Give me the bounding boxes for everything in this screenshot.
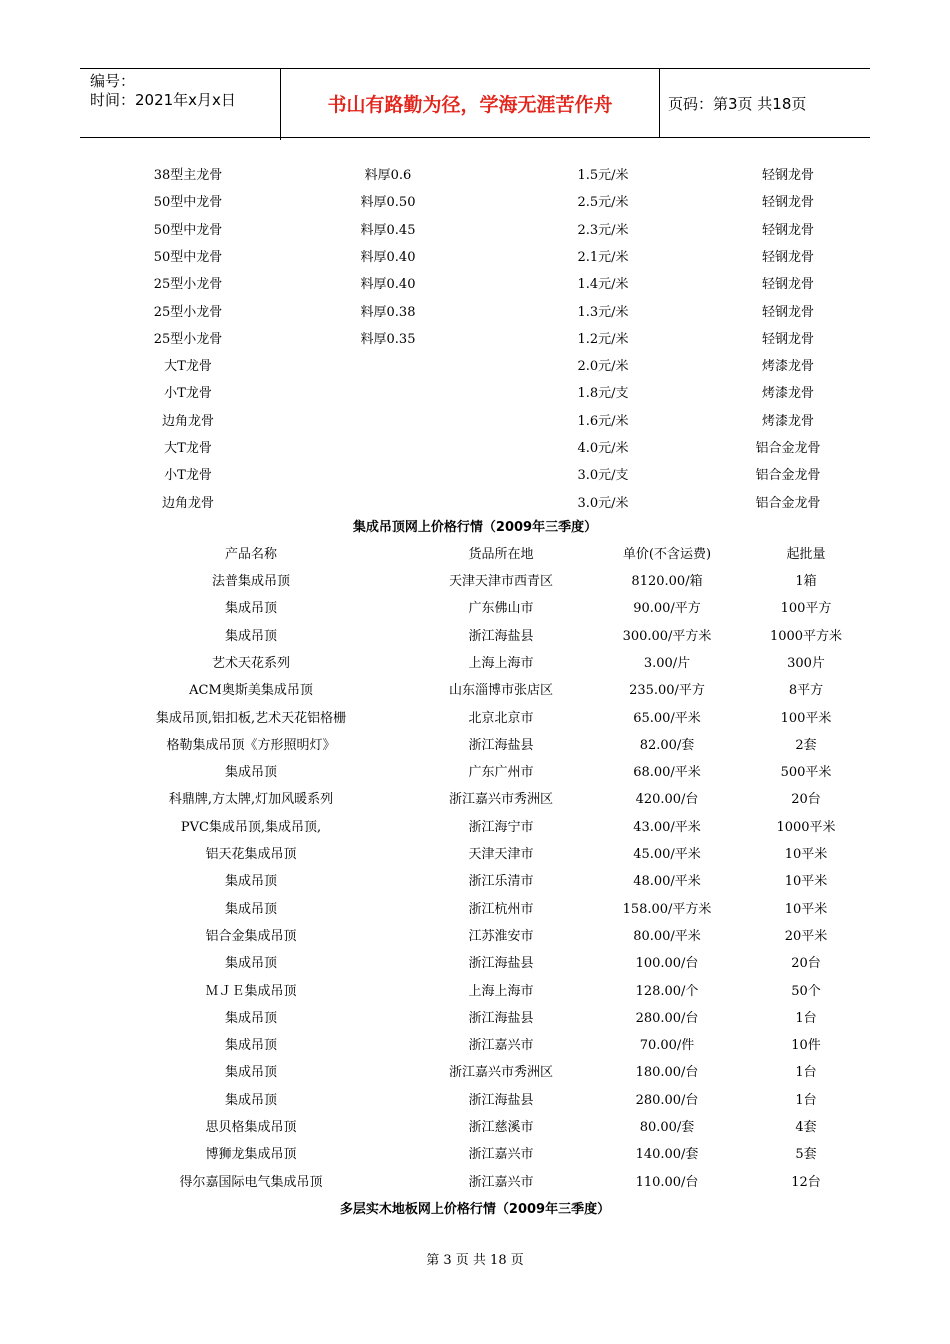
ceiling-section-title: 集成吊顶网上价格行情（2009年三季度） bbox=[352, 520, 598, 535]
column-header: 产品名称 bbox=[224, 547, 278, 562]
table-cell: 集成吊顶 bbox=[224, 1092, 278, 1108]
table-cell: 4套 bbox=[795, 1120, 817, 1135]
table-cell: 轻钢龙骨 bbox=[761, 168, 815, 183]
table-cell: 1000平方米 bbox=[769, 628, 843, 644]
table-header-row bbox=[0, 543, 950, 563]
table-row bbox=[0, 246, 950, 266]
table-cell: 浙江海盐县 bbox=[468, 628, 534, 644]
table-cell: 1.8元/支 bbox=[577, 386, 629, 402]
table-cell: 集成吊顶 bbox=[224, 1065, 278, 1081]
table-cell: 铝合金龙骨 bbox=[755, 468, 821, 484]
table-cell: 280.00/台 bbox=[635, 1010, 699, 1026]
table-cell: 80.00/平米 bbox=[633, 928, 701, 944]
table-row bbox=[0, 870, 950, 890]
table-cell: 边角龙骨 bbox=[161, 413, 215, 429]
table-cell: 1.4元/米 bbox=[577, 277, 629, 293]
table-row bbox=[0, 1007, 950, 1027]
table-cell: 1.2元/米 bbox=[577, 331, 629, 347]
table-cell: 5套 bbox=[795, 1147, 817, 1163]
table-cell: 料厚0.38 bbox=[360, 304, 416, 320]
table-cell: ＭＪＥ集成吊顶 bbox=[205, 983, 297, 999]
table-cell: 集成吊顶 bbox=[224, 628, 278, 644]
table-row bbox=[0, 382, 950, 402]
table-cell: 2.1元/米 bbox=[577, 249, 629, 265]
table-cell: 浙江嘉兴市 bbox=[468, 1174, 534, 1190]
table-cell: 50型中龙骨 bbox=[153, 249, 223, 265]
floor-section-title: 多层实木地板网上价格行情（2009年三季度） bbox=[339, 1202, 611, 1217]
table-cell: 1000平米 bbox=[776, 819, 836, 835]
table-cell: 1台 bbox=[795, 1010, 817, 1026]
table-cell: 1箱 bbox=[795, 574, 817, 589]
table-cell: 浙江海盐县 bbox=[468, 1010, 534, 1026]
table-cell: 轻钢龙骨 bbox=[761, 331, 815, 347]
table-cell: 25型小龙骨 bbox=[153, 331, 223, 347]
table-cell: 铝合金集成吊顶 bbox=[205, 928, 297, 944]
table-cell: 轻钢龙骨 bbox=[761, 304, 815, 320]
table-cell: 料厚0.35 bbox=[360, 331, 416, 347]
table-cell: 10平米 bbox=[784, 901, 828, 917]
table-row bbox=[0, 328, 950, 348]
table-cell: 1台 bbox=[795, 1065, 817, 1081]
table-cell: 140.00/套 bbox=[635, 1147, 699, 1163]
table-row bbox=[0, 410, 950, 430]
table-cell: 集成吊顶,铝扣板,艺术天花铝格栅 bbox=[155, 710, 347, 726]
table-cell: 法普集成吊顶 bbox=[211, 574, 291, 589]
table-cell: 料厚0.6 bbox=[364, 168, 412, 183]
table-cell: PVC集成吊顶,集成吊顶, bbox=[180, 819, 322, 835]
table-row bbox=[0, 219, 950, 239]
table-cell: 82.00/套 bbox=[639, 737, 695, 753]
table-cell: 48.00/平米 bbox=[633, 874, 701, 890]
table-row bbox=[0, 707, 950, 727]
table-cell: 65.00/平米 bbox=[633, 710, 701, 726]
table-cell: 20台 bbox=[791, 956, 821, 972]
table-cell: 大T龙骨 bbox=[164, 359, 212, 375]
table-cell: 25型小龙骨 bbox=[153, 277, 223, 293]
table-row bbox=[0, 1034, 950, 1054]
table-row bbox=[0, 734, 950, 754]
table-cell: 广东佛山市 bbox=[468, 601, 534, 617]
table-cell: 铝合金龙骨 bbox=[755, 441, 821, 456]
table-row bbox=[0, 1061, 950, 1081]
table-cell: 128.00/个 bbox=[635, 983, 699, 999]
table-row bbox=[0, 492, 950, 512]
table-row bbox=[0, 816, 950, 836]
table-cell: 68.00/平米 bbox=[633, 765, 701, 781]
table-cell: 235.00/平方 bbox=[629, 683, 705, 699]
document-time-label: 时间：2021年x月x日 bbox=[90, 91, 236, 109]
table-cell: 1台 bbox=[795, 1092, 817, 1108]
table-cell: 2套 bbox=[795, 737, 817, 753]
table-row bbox=[0, 1116, 950, 1136]
table-cell: ACM奥斯美集成吊顶 bbox=[189, 683, 313, 699]
table-cell: 43.00/平米 bbox=[633, 819, 701, 835]
table-cell: 浙江海宁市 bbox=[468, 819, 534, 835]
header-page-label: 页码：第3页 共18页 bbox=[668, 94, 807, 113]
table-cell: 江苏淮安市 bbox=[468, 928, 534, 944]
table-cell: 烤漆龙骨 bbox=[761, 359, 815, 375]
table-cell: 158.00/平方米 bbox=[622, 901, 712, 917]
table-cell: 浙江嘉兴市秀洲区 bbox=[448, 792, 554, 808]
table-cell: 艺术天花系列 bbox=[211, 655, 291, 671]
table-cell: 浙江嘉兴市 bbox=[468, 1038, 534, 1054]
table-cell: 浙江海盐县 bbox=[468, 737, 534, 753]
table-cell: 料厚0.40 bbox=[360, 249, 416, 265]
table-row bbox=[0, 843, 950, 863]
table-cell: 20平米 bbox=[784, 928, 828, 944]
table-cell: 科鼎牌,方太牌,灯加风暖系列 bbox=[168, 792, 334, 808]
table-cell: 50型中龙骨 bbox=[153, 222, 223, 238]
table-cell: 300.00/平方米 bbox=[622, 628, 712, 644]
table-cell: 格勒集成吊顶《方形照明灯》 bbox=[166, 737, 336, 753]
table-cell: 浙江慈溪市 bbox=[468, 1120, 534, 1135]
table-row bbox=[0, 925, 950, 945]
table-cell: 天津天津市 bbox=[468, 847, 534, 862]
table-cell: 小T龙骨 bbox=[164, 386, 212, 402]
table-cell: 轻钢龙骨 bbox=[761, 249, 815, 265]
table-cell: 集成吊顶 bbox=[224, 765, 278, 781]
table-cell: 铝天花集成吊顶 bbox=[205, 847, 297, 862]
table-cell: 烤漆龙骨 bbox=[761, 386, 815, 402]
table-row bbox=[0, 980, 950, 1000]
table-cell: 12台 bbox=[791, 1174, 821, 1190]
table-cell: 70.00/件 bbox=[639, 1038, 695, 1054]
table-cell: 100平米 bbox=[780, 710, 832, 726]
table-row bbox=[0, 191, 950, 211]
table-row bbox=[0, 301, 950, 321]
table-row bbox=[0, 652, 950, 672]
table-cell: 烤漆龙骨 bbox=[761, 413, 815, 429]
table-cell: 4.0元/米 bbox=[577, 441, 629, 456]
table-cell: 轻钢龙骨 bbox=[761, 222, 815, 238]
column-header: 起批量 bbox=[786, 547, 826, 562]
table-row bbox=[0, 570, 950, 590]
table-cell: 集成吊顶 bbox=[224, 1010, 278, 1026]
table-cell: 料厚0.45 bbox=[360, 222, 416, 238]
table-cell: 集成吊顶 bbox=[224, 1038, 278, 1054]
table-cell: 料厚0.40 bbox=[360, 277, 416, 293]
table-cell: 天津天津市西青区 bbox=[448, 574, 554, 589]
table-cell: 边角龙骨 bbox=[161, 495, 215, 511]
table-cell: 铝合金龙骨 bbox=[755, 495, 821, 511]
table-cell: 2.3元/米 bbox=[577, 222, 629, 238]
table-cell: 10件 bbox=[791, 1038, 821, 1054]
table-cell: 20台 bbox=[791, 792, 821, 808]
table-cell: 50型中龙骨 bbox=[153, 195, 223, 211]
table-row bbox=[0, 679, 950, 699]
table-row bbox=[0, 464, 950, 484]
column-header: 单价(不含运费) bbox=[622, 547, 712, 562]
table-row bbox=[0, 952, 950, 972]
table-cell: 500平米 bbox=[780, 765, 832, 781]
table-cell: 90.00/平方 bbox=[633, 601, 701, 617]
table-cell: 浙江海盐县 bbox=[468, 956, 534, 972]
table-cell: 180.00/台 bbox=[635, 1065, 699, 1081]
header-motto: 书山有路勤为径，学海无涯苦作舟 bbox=[281, 69, 660, 137]
table-cell: 10平米 bbox=[784, 874, 828, 890]
table-cell: 1.6元/米 bbox=[577, 413, 629, 429]
table-cell: 10平米 bbox=[784, 847, 828, 862]
table-cell: 25型小龙骨 bbox=[153, 304, 223, 320]
table-cell: 100平方 bbox=[780, 601, 832, 617]
table-cell: 集成吊顶 bbox=[224, 601, 278, 617]
table-cell: 2.5元/米 bbox=[577, 195, 629, 211]
page-header bbox=[80, 68, 870, 138]
table-cell: 3.00/片 bbox=[643, 655, 691, 671]
table-cell: 轻钢龙骨 bbox=[761, 277, 815, 293]
table-cell: 轻钢龙骨 bbox=[761, 195, 815, 211]
table-cell: 上海上海市 bbox=[468, 983, 534, 999]
table-cell: 2.0元/米 bbox=[577, 359, 629, 375]
document-number-label: 编号： bbox=[90, 72, 136, 90]
table-cell: 3.0元/支 bbox=[577, 468, 629, 484]
table-row bbox=[0, 788, 950, 808]
table-cell: 思贝格集成吊顶 bbox=[205, 1120, 297, 1135]
table-cell: 浙江乐清市 bbox=[468, 874, 534, 890]
table-cell: 110.00/台 bbox=[635, 1174, 699, 1190]
table-row bbox=[0, 597, 950, 617]
table-cell: 北京北京市 bbox=[468, 710, 534, 726]
table-cell: 420.00/台 bbox=[635, 792, 699, 808]
table-cell: 3.0元/米 bbox=[577, 495, 629, 511]
table-cell: 38型主龙骨 bbox=[153, 168, 223, 183]
table-cell: 浙江嘉兴市秀洲区 bbox=[448, 1065, 554, 1081]
table-cell: 280.00/台 bbox=[635, 1092, 699, 1108]
table-row bbox=[0, 355, 950, 375]
table-cell: 小T龙骨 bbox=[164, 468, 212, 484]
table-cell: 100.00/台 bbox=[635, 956, 699, 972]
table-cell: 浙江杭州市 bbox=[468, 901, 534, 917]
table-row bbox=[0, 164, 950, 184]
table-cell: 300片 bbox=[787, 655, 825, 671]
page-footer: 第 3 页 共 18 页 bbox=[426, 1253, 524, 1268]
table-cell: 山东淄博市张店区 bbox=[448, 683, 554, 699]
table-cell: 博狮龙集成吊顶 bbox=[205, 1147, 297, 1163]
table-cell: 集成吊顶 bbox=[224, 901, 278, 917]
header-meta bbox=[80, 69, 281, 140]
table-row bbox=[0, 437, 950, 457]
table-cell: 料厚0.50 bbox=[360, 195, 416, 211]
table-cell: 浙江嘉兴市 bbox=[468, 1147, 534, 1163]
table-row bbox=[0, 761, 950, 781]
table-cell: 45.00/平米 bbox=[633, 847, 701, 862]
table-cell: 上海上海市 bbox=[468, 655, 534, 671]
table-cell: 80.00/套 bbox=[639, 1120, 695, 1135]
table-row bbox=[0, 273, 950, 293]
table-row bbox=[0, 1171, 950, 1191]
table-cell: 1.3元/米 bbox=[577, 304, 629, 320]
table-cell: 8平方 bbox=[788, 683, 824, 699]
column-header: 货品所在地 bbox=[468, 547, 534, 562]
table-row bbox=[0, 625, 950, 645]
table-cell: 集成吊顶 bbox=[224, 956, 278, 972]
table-cell: 8120.00/箱 bbox=[631, 574, 703, 589]
table-cell: 集成吊顶 bbox=[224, 874, 278, 890]
table-row bbox=[0, 1143, 950, 1163]
table-row bbox=[0, 1089, 950, 1109]
table-cell: 大T龙骨 bbox=[164, 441, 212, 456]
table-cell: 50个 bbox=[791, 983, 821, 999]
table-cell: 得尔嘉国际电气集成吊顶 bbox=[179, 1174, 323, 1190]
table-cell: 广东广州市 bbox=[468, 765, 534, 781]
table-row bbox=[0, 898, 950, 918]
table-cell: 1.5元/米 bbox=[577, 168, 629, 183]
table-cell: 浙江海盐县 bbox=[468, 1092, 534, 1108]
